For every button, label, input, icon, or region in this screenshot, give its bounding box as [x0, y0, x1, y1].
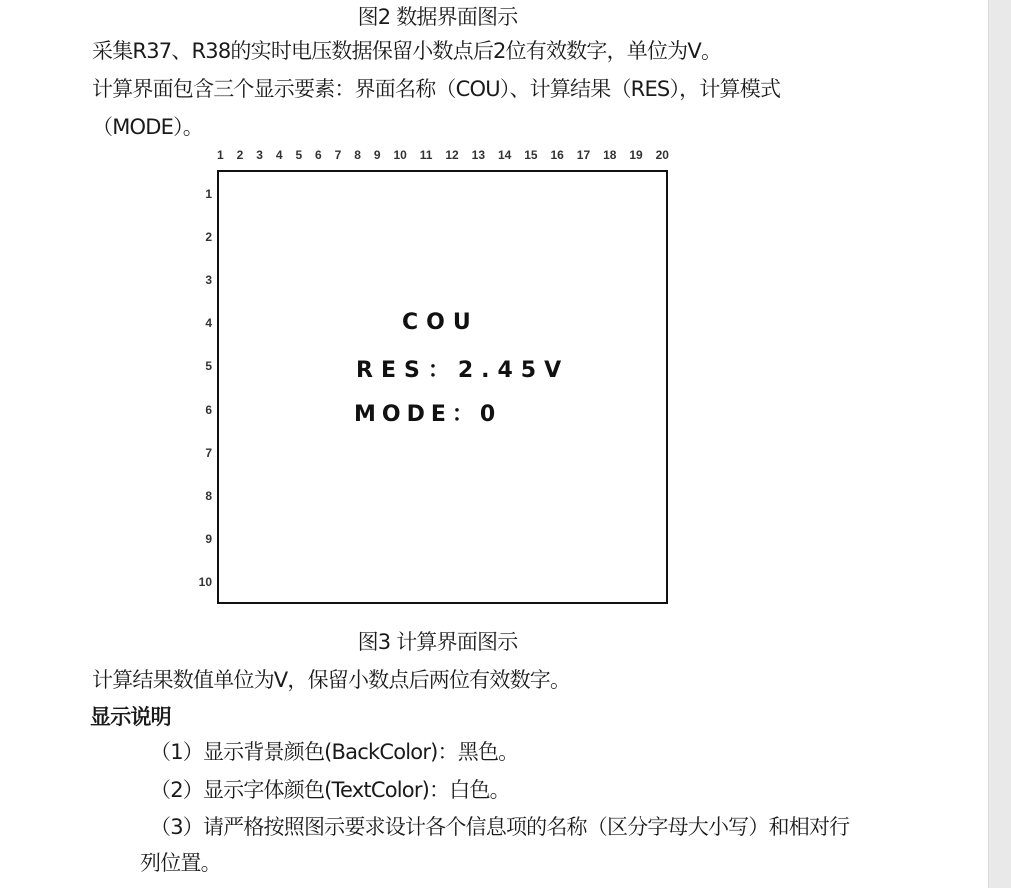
column-number: 13	[471, 148, 486, 162]
row-number: 7	[205, 445, 212, 460]
column-number: 7	[334, 148, 342, 162]
scrollbar-track[interactable]	[988, 0, 1011, 888]
column-number: 18	[603, 148, 617, 162]
display-note-1: （1）显示背景颜色(BackColor)：黑色。	[150, 740, 519, 764]
display-note-3-line1: （3）请严格按照图示要求设计各个信息项的名称（区分字母大小写）和相对行	[150, 815, 850, 839]
column-number: 4	[275, 148, 283, 162]
screen-result-line: RES：2.45V	[356, 358, 570, 383]
row-number: 5	[205, 359, 212, 374]
column-number: 11	[419, 148, 433, 162]
column-number: 14	[497, 148, 512, 162]
display-notes-heading: 显示说明	[90, 705, 171, 729]
paragraph-elements-line1: 计算界面包含三个显示要素：界面名称（COU）、计算结果（RES），计算模式	[92, 77, 781, 101]
column-number-ruler	[217, 148, 669, 166]
figure-2-caption: 图2 数据界面图示	[357, 5, 518, 29]
row-number: 8	[205, 488, 212, 503]
row-number: 6	[205, 402, 212, 417]
row-number: 9	[205, 532, 212, 547]
column-number: 2	[236, 148, 244, 162]
column-number: 9	[373, 148, 381, 162]
row-number: 2	[205, 229, 212, 244]
column-number: 15	[524, 148, 538, 162]
screen-name-cou: COU	[402, 310, 479, 335]
column-number: 16	[550, 148, 564, 162]
paragraph-data-acquisition: 采集R37、R38的实时电压数据保留小数点后2位有效数字，单位为V。	[92, 39, 722, 63]
column-number: 10	[393, 148, 407, 162]
screen-mode-line: MODE：0	[354, 402, 502, 427]
row-number: 4	[205, 316, 212, 331]
column-number: 5	[295, 148, 303, 162]
row-number: 3	[205, 272, 212, 287]
column-number: 19	[629, 148, 643, 162]
figure-3-caption: 图3 计算界面图示	[357, 630, 518, 654]
row-number: 1	[205, 186, 212, 201]
paragraph-result-unit: 计算结果数值单位为V，保留小数点后两位有效数字。	[92, 668, 571, 692]
column-number: 1	[217, 148, 224, 162]
row-number-ruler	[190, 172, 212, 604]
column-number: 8	[354, 148, 361, 162]
column-number: 12	[445, 148, 459, 162]
column-number: 6	[315, 148, 322, 162]
column-number: 3	[256, 148, 263, 162]
column-number: 17	[576, 148, 591, 162]
calculation-screen-frame	[217, 170, 668, 604]
row-number: 10	[198, 575, 212, 590]
paragraph-elements-line2: （MODE）。	[92, 115, 203, 139]
display-note-2: （2）显示字体颜色(TextColor)：白色。	[150, 778, 510, 802]
display-note-3-line2: 列位置。	[140, 851, 221, 875]
column-number: 20	[655, 148, 669, 162]
